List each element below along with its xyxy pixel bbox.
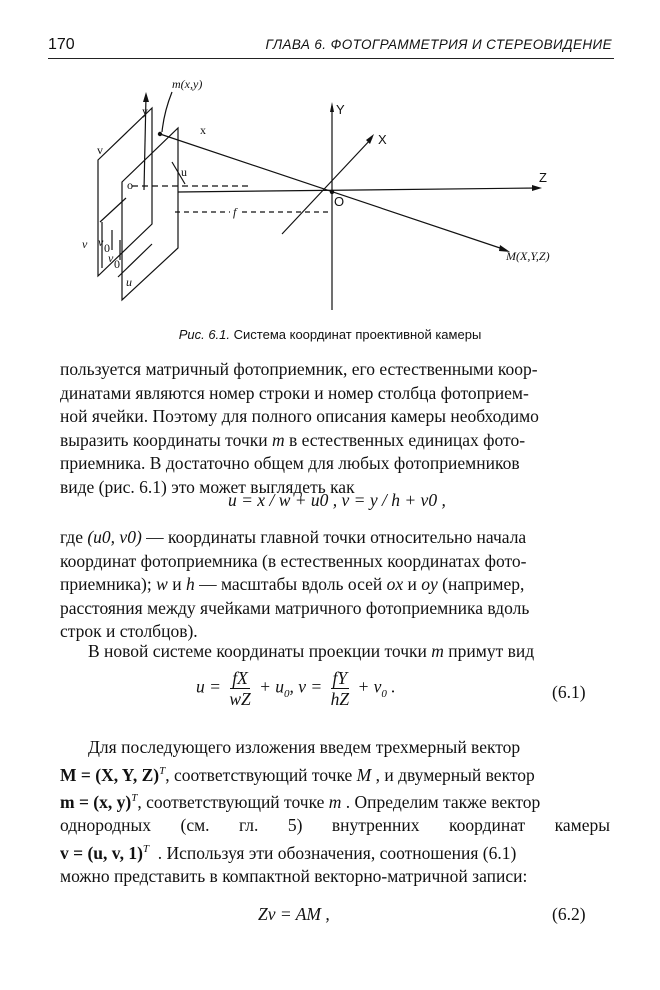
running-head: ГЛАВА 6. ФОТОГРАММЕТРИЯ И СТЕРЕОВИДЕНИЕ bbox=[265, 37, 612, 52]
text-line: выразить координаты точки m в естественных единицах фото- bbox=[60, 429, 526, 450]
label-M-point: M(X,Y,Z) bbox=[506, 249, 550, 263]
m-pointer bbox=[162, 92, 172, 132]
label-Y-axis: Y bbox=[336, 102, 345, 117]
u-bottom-line bbox=[118, 244, 152, 277]
text-line: Для последующего изложения введем трехмерный вектор bbox=[88, 737, 521, 757]
label-v0-b: v bbox=[108, 251, 114, 265]
text-line: где (u0, v0) — координаты главной точки относительно начала bbox=[60, 527, 527, 547]
paragraph-1 bbox=[60, 358, 610, 499]
text-line: виде (рис. 6.1) это может выглядеть как bbox=[60, 476, 355, 497]
text-line: строк и столбцов). bbox=[60, 621, 198, 641]
label-v-side: v bbox=[82, 237, 88, 251]
page-number: 170 bbox=[48, 36, 75, 53]
caption-label: Рис. 6.1. bbox=[178, 327, 231, 342]
paragraph-3 bbox=[60, 640, 610, 664]
label-X-axis: X bbox=[378, 132, 387, 147]
y-arrow bbox=[143, 92, 149, 102]
label-y-small: y bbox=[142, 104, 148, 118]
fraction-fY-hZ: $\frac{fY}{hZ}$ bbox=[330, 668, 350, 709]
label-u-bottom: u bbox=[126, 275, 132, 289]
text-line: v = (u, v, 1)$^T$ . Используя эти обозначения, соотношения (6.1) bbox=[60, 842, 517, 863]
label-o-small: o bbox=[127, 178, 133, 192]
paragraph-4 bbox=[60, 736, 610, 888]
text-line: можно представить в компактной векторно-матричной записи: bbox=[60, 865, 528, 886]
text-line: расстояния между ячейками матричного фотоприемника вдоль bbox=[60, 597, 530, 618]
paragraph-2 bbox=[60, 526, 610, 644]
caption-text: Система координат проективной камеры bbox=[233, 327, 482, 342]
label-f: f bbox=[233, 205, 237, 219]
page-header bbox=[48, 34, 614, 59]
label-m-point: m(x,y) bbox=[172, 77, 203, 91]
text-line: m = (x, y)$^T$, соответствующий точке m . Определим также вектор bbox=[60, 791, 541, 812]
text-line: пользуется матричный фотоприемник, его естественными коор- bbox=[60, 359, 538, 379]
label-v0-b-sub: 0 bbox=[114, 257, 120, 271]
text-line: приемника); w и h — масштабы вдоль осей ox и oy (например, bbox=[60, 574, 525, 594]
Y-arrow bbox=[330, 102, 334, 112]
formula-3: Zv = AM , bbox=[258, 904, 330, 924]
text-line: ной ячейки. Поэтому для полного описания камеры необходимо bbox=[60, 406, 539, 426]
axis-Z bbox=[178, 188, 538, 192]
label-Z-axis: Z bbox=[539, 170, 547, 185]
label-u-small: u bbox=[181, 165, 187, 179]
figure-caption bbox=[0, 327, 660, 342]
Z-arrow bbox=[532, 185, 542, 191]
text-line: M = (X, Y, Z)$^T$, соответствующий точке M , и двумерный вектор bbox=[60, 764, 535, 785]
equation-number-6-2: (6.2) bbox=[552, 904, 586, 924]
fraction-fX-wZ: $\frac{fX}{wZ}$ bbox=[229, 668, 251, 709]
camera-coordinate-figure bbox=[60, 72, 600, 332]
camera-diagram bbox=[60, 72, 600, 332]
label-v0-a-sub: 0 bbox=[104, 241, 110, 255]
m-point-dot bbox=[158, 132, 162, 136]
label-x-small: x bbox=[200, 123, 206, 137]
text-line: динатами являются номер строки и номер столбца фотоприем- bbox=[60, 382, 529, 403]
formula-1: u = x / w + u0 , v = y / h + v0 , bbox=[228, 490, 446, 510]
formula-2: u = $\frac{fX}{wZ}$ + $u_0$, v = $\frac{fY}{hZ}$ + $v_0$ . bbox=[196, 668, 396, 709]
equation-number-6-1: (6.1) bbox=[552, 682, 586, 702]
text-line: координат фотоприемника (в естественных координатах фото- bbox=[60, 550, 527, 571]
axis-X bbox=[282, 138, 372, 234]
text-line: однородных (см. гл. 5) внутренних координат камеры bbox=[60, 815, 610, 836]
label-O-center: O bbox=[334, 194, 345, 209]
label-v0-a: v bbox=[98, 235, 104, 249]
text-line: приемника. В достаточно общем для любых фотоприемников bbox=[60, 453, 520, 473]
label-v-axis: v bbox=[97, 143, 103, 157]
text-line: В новой системе координаты проекции точки m примут вид bbox=[88, 641, 535, 661]
